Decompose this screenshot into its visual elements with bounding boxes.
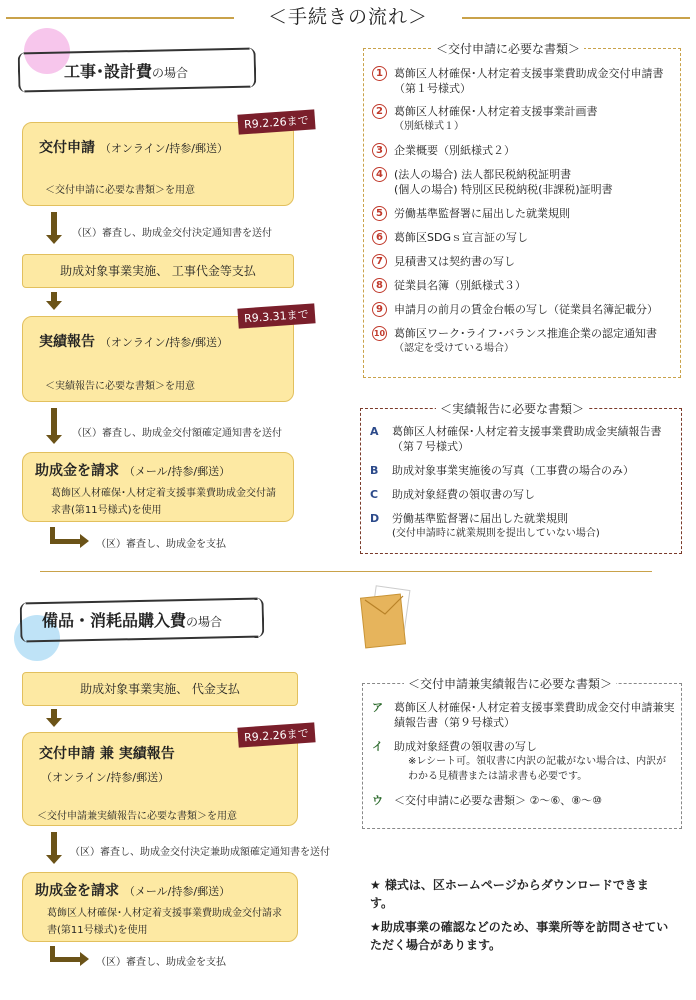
arrow-head <box>46 855 62 864</box>
step-title: 交付申請 <box>39 140 95 156</box>
final-note: （区）審査し、助成金を支払 <box>96 957 226 968</box>
step-mode: （オンライン/持参/郵送） <box>99 336 228 349</box>
doc-list-application <box>372 66 674 356</box>
note-download: ★ 様式は、区ホームページからダウンロードできます。 <box>370 878 649 910</box>
doc-item: 1 葛飾区人材確保･人材定着支援事業費助成金交付申請書（第１号様式） <box>372 66 674 96</box>
step-mode: （オンライン/持参/郵送） <box>41 771 170 784</box>
step-report <box>22 316 294 402</box>
doc-list-combined <box>372 700 675 808</box>
panel-title: ＜交付申請兼実績報告に必要な書類＞ <box>404 675 616 692</box>
title-rule-left <box>6 17 234 19</box>
page-title: ＜手続きの流れ＞ <box>267 6 428 28</box>
doc-item: 2 葛飾区人材確保･人材定着支援事業計画書 （別紙様式１） <box>372 104 674 134</box>
step-mode: （メール/持参/郵送） <box>123 885 231 898</box>
doc-item: 8 従業員名簿（別紙様式３） <box>372 278 674 293</box>
doc-item: ア 葛飾区人材確保･人材定着支援事業費助成金交付申請兼実績報告書（第９号様式） <box>372 701 675 729</box>
doc-item: C 助成対象経費の領収書の写し <box>370 488 535 501</box>
doc-item: B 助成対象事業実施後の写真（工事費の場合のみ） <box>370 464 634 477</box>
arrow-head <box>46 301 62 310</box>
step-note: ＜実績報告に必要な書類＞を用意 <box>45 381 195 392</box>
arrow-note: （区）審査し、助成金交付決定兼助成額確定通知書を送付 <box>70 847 330 858</box>
step-implementation: 助成対象事業実施、 工事代金等支払 <box>22 254 294 288</box>
doc-item: 3 企業概要（別紙様式２） <box>372 143 674 158</box>
doc-item: 10 葛飾区ワーク･ライフ･バランス推進企業の認定通知書 （認定を受けている場合） <box>373 327 658 354</box>
arrow-down <box>51 832 57 856</box>
deadline-badge: R9.2.26まで <box>237 109 315 134</box>
arrow-elbow <box>50 957 80 962</box>
arrow-head <box>46 235 62 244</box>
deadline-badge: R9.3.31まで <box>237 303 315 328</box>
doc-item: ウ ＜交付申請に必要な書類＞ ②～⑥、⑧～⑩ <box>372 794 602 807</box>
step-title: 実績報告 <box>39 334 95 350</box>
arrow-down <box>51 408 57 436</box>
panel-title: ＜実績報告に必要な書類＞ <box>436 400 588 417</box>
arrow-note: （区）審査し、助成金交付決定通知書を送付 <box>72 228 272 239</box>
section2-title: 備品・消耗品購入費の場合 <box>42 611 223 630</box>
arrow-note: （区）審査し、助成金交付額確定通知書を送付 <box>72 428 282 439</box>
doc-item: D 労働基準監督署に届出した就業規則 (交付申請時に就業規則を提出していない場合) <box>370 512 600 539</box>
title-rule-right <box>462 17 690 19</box>
deadline-badge: R9.2.26まで <box>237 722 315 747</box>
step-implementation: 助成対象事業実施、 代金支払 <box>22 672 298 706</box>
step-claim <box>22 452 294 522</box>
arrow-head <box>80 534 89 548</box>
arrow-head <box>80 952 89 966</box>
doc-item: 4 (法人の場合) 法人都民税納税証明書 (個人の場合) 特別区民税納税(非課税)証明書 <box>372 167 674 197</box>
step-claim <box>22 872 298 942</box>
arrow-head <box>46 718 62 727</box>
step-note: ＜交付申請に必要な書類＞を用意 <box>45 185 195 196</box>
doc-item: 9 申請月の前月の賃金台帳の写し（従業員名簿記載分） <box>372 302 674 317</box>
step-note: 葛飾区人材確保･人材定着支援事業費助成金交付請求書(第11号様式)を使用 <box>47 908 282 936</box>
doc-item: 7 見積書又は契約書の写し <box>372 254 674 269</box>
arrow-down <box>51 212 57 236</box>
step-title: 助成金を請求 <box>35 883 119 899</box>
footer-notes <box>370 876 670 960</box>
arrow-head <box>46 435 62 444</box>
envelope-icon <box>355 584 415 650</box>
section1-title: 工事･設計費の場合 <box>64 62 189 81</box>
step-note: 葛飾区人材確保･人材定着支援事業費助成金交付請求書(第11号様式)を使用 <box>51 488 276 516</box>
note-visit: ★助成事業の確認などのため、事業所等を訪問させていただく場合があります。 <box>370 920 669 952</box>
arrow-elbow <box>50 539 80 544</box>
doc-item: 5 労働基準監督署に届出した就業規則 <box>372 206 674 221</box>
step-note: ＜交付申請兼実績報告に必要な書類＞を用意 <box>37 811 237 822</box>
doc-list-report <box>370 424 675 541</box>
section-divider <box>40 571 652 572</box>
final-note: （区）審査し、助成金を支払 <box>96 539 226 550</box>
doc-item: 6 葛飾区SDGｓ宣言証の写し <box>372 230 674 245</box>
step-mode: （オンライン/持参/郵送） <box>99 142 228 155</box>
panel-title: ＜交付申請に必要な書類＞ <box>432 40 584 57</box>
step-application <box>22 122 294 206</box>
mark: 1 <box>372 66 387 81</box>
step-title: 助成金を請求 <box>35 463 119 479</box>
doc-item: A 葛飾区人材確保･人材定着支援事業費助成金実績報告書（第７号様式） <box>370 425 662 453</box>
doc-item: イ 助成対象経費の領収書の写し ※レシート可。領収書に内訳の記載がない場合は、内訳がわかる見積書または請求書も必要です。 <box>372 740 667 782</box>
step-title: 交付申請 兼 実績報告 <box>39 746 175 762</box>
step-mode: （メール/持参/郵送） <box>123 465 231 478</box>
